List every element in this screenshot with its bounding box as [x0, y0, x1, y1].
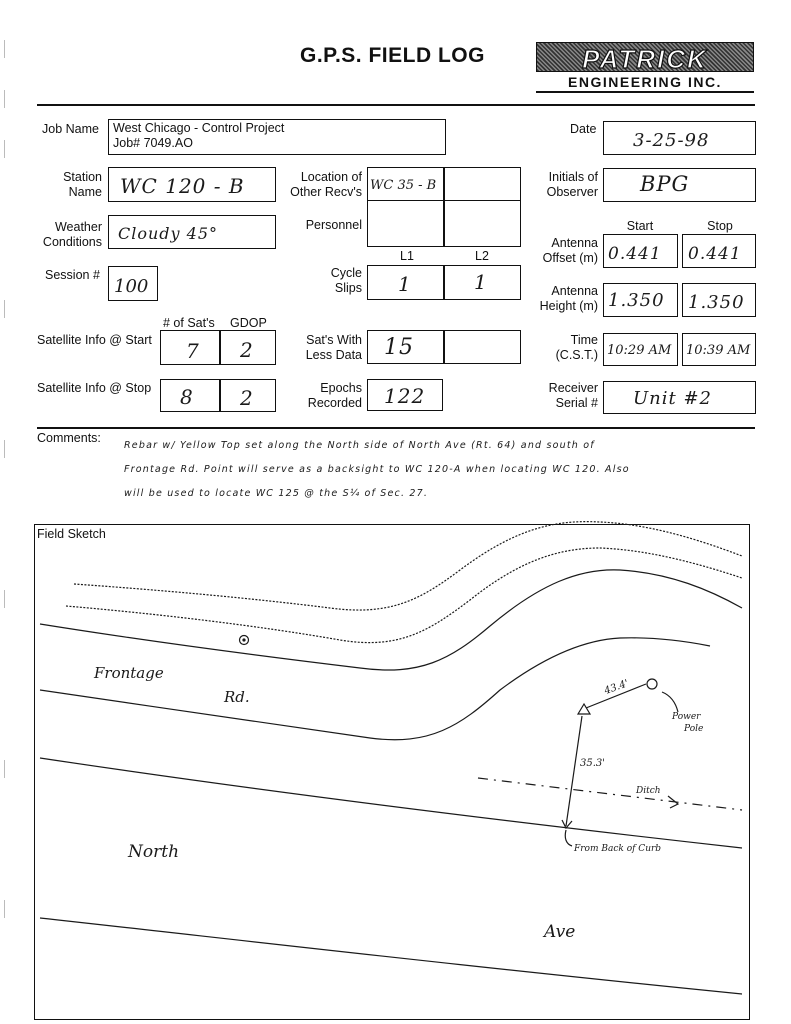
antenna-offset-label-1: Antenna [551, 236, 598, 250]
antenna-offset-label-2: Offset (m) [542, 251, 598, 265]
cycle-slips-l2-value: 1 [474, 270, 488, 294]
time-start-value: 10:29 AM [607, 343, 672, 358]
comment-line-2: Frontage Rd. Point will serve as a backsight to WC 120-A when locating WC 120. Also [124, 464, 630, 475]
antenna-height-label-2: Height (m) [539, 299, 598, 313]
cycle-slips-l1-value: 1 [398, 272, 412, 296]
sats-stop-value: 8 [180, 385, 194, 409]
station-name-value: WC 120 - B [120, 174, 245, 198]
antenna-offset-stop-value: 0.441 [688, 244, 742, 264]
sketch-power-pole-symbol [647, 679, 657, 689]
receiver-label-1: Receiver [548, 381, 598, 395]
stop-label: Stop [707, 219, 733, 233]
time-label-2: (C.S.T.) [555, 348, 598, 362]
receiver-serial-value: Unit #2 [633, 388, 713, 409]
sketch-pole-pointer [662, 692, 678, 712]
epochs-label-1: Epochs [320, 381, 362, 395]
personnel-label: Personnel [305, 218, 362, 232]
initials-value: BPG [640, 172, 690, 196]
sketch-north-ave-south-edge [40, 918, 742, 994]
location-value: WC 35 - B [370, 178, 437, 193]
sats-start-value: 7 [186, 339, 200, 363]
comment-line-3: will be used to locate WC 125 @ the S¼ of Sec. 27. [124, 488, 429, 499]
epochs-label-2: Recorded [307, 396, 362, 410]
station-name-label-2: Name [68, 185, 102, 199]
initials-label-2: Observer [546, 185, 598, 199]
time-stop-value: 10:39 AM [686, 343, 751, 358]
sketch-ditch-line [478, 778, 742, 810]
sketch-point-marker-center [243, 639, 245, 641]
sketch-station-triangle [578, 704, 590, 714]
cycle-slips-label-2: Slips [334, 281, 362, 295]
station-name-label-1: Station [63, 170, 102, 184]
session-label: Session # [45, 268, 100, 282]
sketch-north-ave-north-edge [40, 758, 742, 848]
sketch-label-pole: Pole [684, 724, 704, 734]
logo-text-bottom: ENGINEERING INC. [536, 74, 754, 93]
epochs-value: 122 [384, 384, 426, 408]
weather-value: Cloudy 45° [118, 224, 219, 243]
sketch-curb-bracket [565, 830, 572, 846]
weather-label-1: Weather [54, 220, 102, 234]
receiver-label-2: Serial # [555, 396, 598, 410]
time-label-1: Time [570, 333, 598, 347]
field-sketch-label: Field Sketch [37, 527, 106, 541]
sketch-label-rd: Rd. [224, 688, 250, 706]
sketch-label-north: North [128, 842, 180, 862]
logo-text-top: PATRICK [582, 44, 708, 74]
start-label: Start [626, 219, 654, 233]
date-value: 3-25-98 [633, 130, 710, 151]
session-value: 100 [114, 276, 149, 297]
sketch-label-power: Power [672, 712, 701, 722]
sats-less-data-value: 15 [384, 335, 414, 360]
antenna-height-start-value: 1.350 [608, 290, 665, 311]
sketch-brush-line-2 [66, 548, 742, 643]
sketch-label-ditch: Ditch [636, 786, 661, 796]
sketch-brush-line-1 [74, 522, 742, 610]
sketch-measure-line-2 [566, 716, 582, 826]
weather-label-2: Conditions [42, 235, 102, 249]
job-name-line1: West Chicago - Control Project [113, 121, 285, 135]
location-label-2: Other Recv's [290, 185, 362, 199]
cycle-slips-label-1: Cycle [330, 266, 362, 280]
job-name-label: Job Name [42, 122, 99, 136]
sketch-distance-1: 43.4' [602, 678, 631, 697]
sketch-label-ave: Ave [544, 922, 576, 942]
gdop-start-value: 2 [240, 338, 254, 362]
antenna-height-stop-value: 1.350 [688, 292, 745, 313]
gdop-label: GDOP [230, 316, 267, 330]
job-name-line2: Job# 7049.AO [113, 136, 193, 150]
sat-info-stop-label: Satellite Info @ Stop [37, 381, 152, 395]
date-label: Date [570, 122, 597, 136]
location-label-1: Location of [300, 170, 362, 184]
l1-label: L1 [400, 249, 414, 263]
sketch-label-from-back: From Back of Curb [574, 844, 662, 854]
gdop-stop-value: 2 [240, 386, 254, 410]
comment-line-1: Rebar w/ Yellow Top set along the North side of North Ave (Rt. 64) and south of [124, 440, 595, 451]
initials-label-1: Initials of [548, 170, 598, 184]
l2-label: L2 [475, 249, 489, 263]
antenna-offset-start-value: 0.441 [608, 244, 662, 264]
sats-less-label-1: Sat's With [306, 333, 362, 347]
page-title: G.P.S. FIELD LOG [300, 44, 485, 67]
sketch-frontage-north-edge [40, 570, 742, 670]
sketch-label-frontage: Frontage [94, 664, 164, 682]
comments-label: Comments: [37, 431, 101, 445]
antenna-height-label-1: Antenna [551, 284, 598, 298]
sats-less-label-2: Less Data [305, 348, 362, 362]
num-sats-label: # of Sat's [163, 316, 215, 330]
sat-info-start-label: Satellite Info @ Start [37, 333, 152, 347]
sketch-distance-2: 35.3' [580, 758, 606, 769]
